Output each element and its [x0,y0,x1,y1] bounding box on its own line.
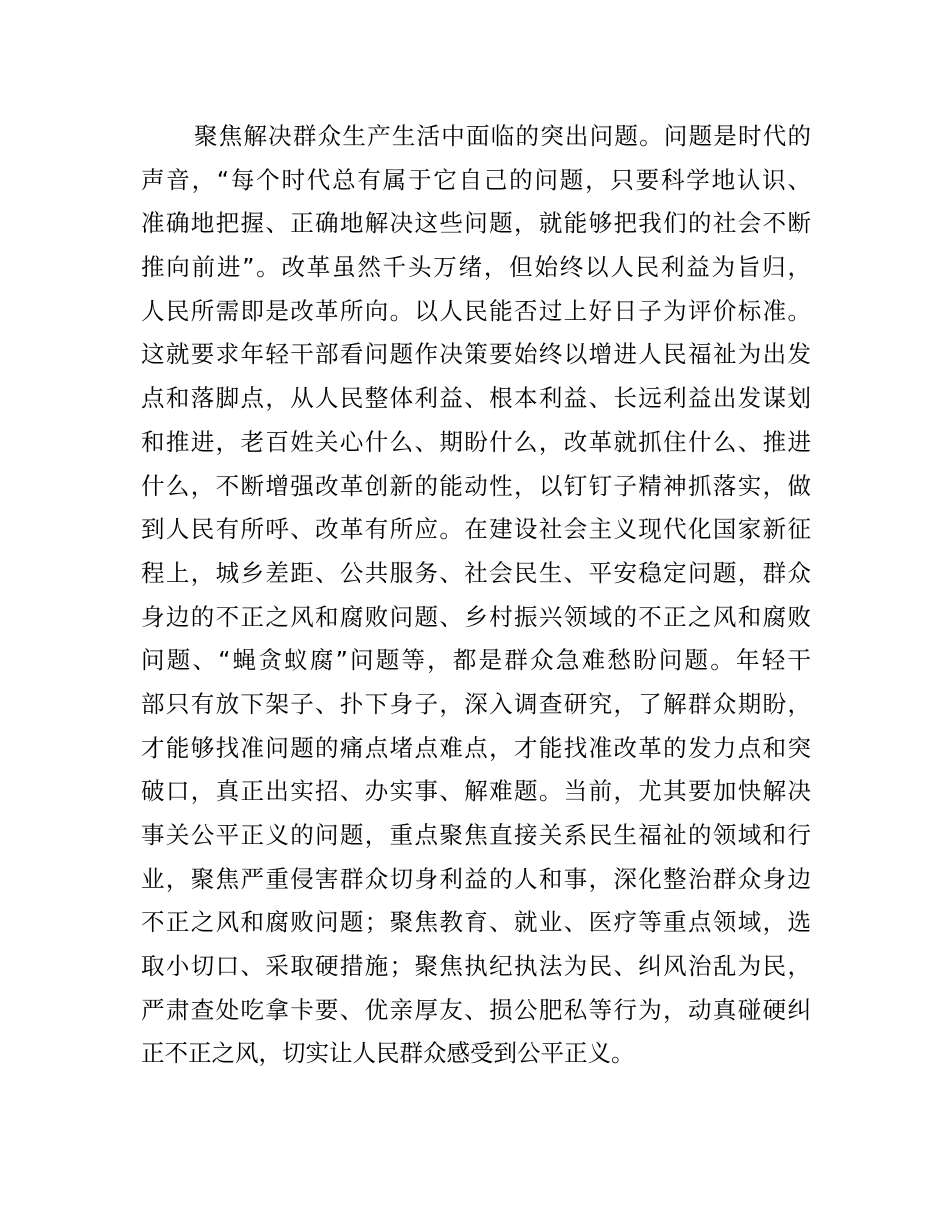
paragraph-line: 身边的不正之风和腐败问题、乡村振兴领域的不正之风和腐败 [141,602,811,631]
paragraph-line: 这就要求年轻干部看问题作决策要始终以增进人民福祉为出发 [141,340,811,369]
paragraph-line: 正不正之风，切实让人民群众感受到公平正义。 [141,1039,635,1068]
paragraph-line: 和推进，老百姓关心什么、期盼什么，改革就抓住什么、推进 [141,427,811,456]
paragraph-line: 严肃查处吃拿卡要、优亲厚友、损公肥私等行为，动真碰硬纠 [141,995,811,1024]
paragraph-line: 问题、“蝇贪蚁腐”问题等，都是群众急难愁盼问题。年轻干 [141,646,811,675]
paragraph-line: 什么，不断增强改革创新的能动性，以钉钉子精神抓落实，做 [141,471,811,500]
paragraph-line: 不正之风和腐败问题；聚焦教育、就业、医疗等重点领域，选 [141,908,811,937]
paragraph-line: 部只有放下架子、扑下身子，深入调查研究，了解群众期盼， [141,689,811,718]
paragraph-line: 程上，城乡差距、公共服务、社会民生、平安稳定问题，群众 [141,558,811,587]
paragraph-line: 点和落脚点，从人民整体利益、根本利益、长远利益出发谋划 [141,384,811,413]
paragraph-line: 才能够找准问题的痛点堵点难点，才能找准改革的发力点和突 [141,733,811,762]
paragraph-line: 人民所需即是改革所向。以人民能否过上好日子为评价标准。 [141,296,811,325]
body-paragraph [141,119,811,1080]
paragraph-line: 推向前进”。改革虽然千头万绪，但始终以人民利益为旨归， [141,253,811,282]
paragraph-line: 声音，“每个时代总有属于它自己的问题，只要科学地认识、 [141,165,811,194]
paragraph-line: 破口，真正出实招、办实事、解难题。当前，尤其要加快解决 [141,777,811,806]
paragraph-line: 取小切口、采取硬措施；聚焦执纪执法为民、纠风治乱为民， [141,952,811,981]
paragraph-line: 事关公平正义的问题，重点聚焦直接关系民生福祉的领域和行 [141,821,811,849]
paragraph-line: 聚焦解决群众生产生活中面临的突出问题。问题是时代的 [194,122,811,150]
paragraph-line: 业，聚焦严重侵害群众切身利益的人和事，深化整治群众身边 [141,864,811,893]
paragraph-line: 准确地把握、正确地解决这些问题，就能够把我们的社会不断 [141,209,811,238]
paragraph-line: 到人民有所呼、改革有所应。在建设社会主义现代化国家新征 [141,515,811,544]
